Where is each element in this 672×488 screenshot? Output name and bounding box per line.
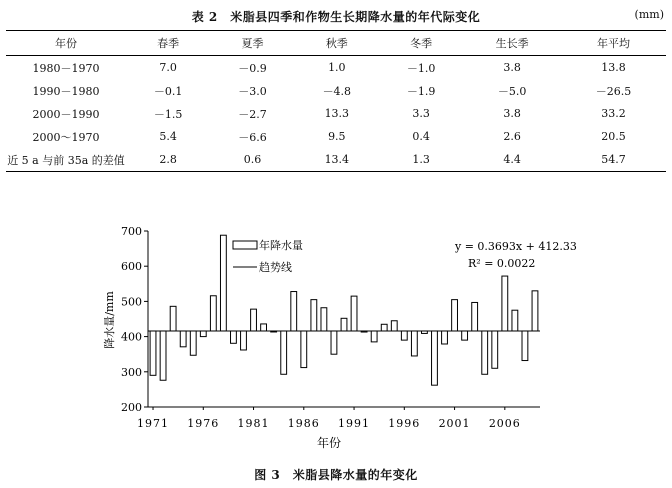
precip-bar <box>281 331 287 374</box>
precip-bar <box>381 324 387 331</box>
precip-bar <box>331 331 337 354</box>
legend-bar-swatch <box>233 241 257 249</box>
precip-bar <box>522 331 528 361</box>
table-cell: 2000～1970 <box>32 130 100 144</box>
precip-bar <box>301 331 307 368</box>
precip-bar <box>231 331 237 343</box>
table-cell: 13.8 <box>601 61 626 74</box>
y-tick-label: 300 <box>121 365 142 379</box>
table-cell: 20.5 <box>601 130 626 143</box>
table-cell: －4.8 <box>322 84 352 98</box>
table-cell: 13.3 <box>324 107 350 120</box>
y-tick-label: 200 <box>121 401 142 414</box>
precip-bar <box>261 324 267 331</box>
table-cell: －0.1 <box>153 84 183 98</box>
y-tick-label: 600 <box>121 260 142 274</box>
precip-bar <box>160 331 166 380</box>
precip-bar <box>532 291 538 331</box>
y-axis-label: 降水量/mm <box>103 291 116 349</box>
y-tick-label: 700 <box>121 225 142 238</box>
table-cell: －5.0 <box>497 84 527 98</box>
table-cell: 近 5 a 与前 35a 的差值 <box>7 153 125 167</box>
precip-bar <box>371 331 377 342</box>
header-growing-season: 生长季 <box>495 37 529 50</box>
precip-bar <box>150 331 156 375</box>
regression-equation: y = 0.3693x + 412.33 <box>455 240 577 253</box>
table-cell: －3.0 <box>238 84 267 98</box>
table-cell: 4.4 <box>503 153 521 166</box>
x-tick-label: 1976 <box>187 417 220 430</box>
legend-bar-label: 年降水量 <box>259 239 303 252</box>
table-cell: －0.9 <box>238 61 267 75</box>
precip-bar <box>512 310 518 331</box>
x-tick-label: 1986 <box>287 417 320 430</box>
table-cell: 2.8 <box>159 153 177 166</box>
table-cell: －1.9 <box>406 84 436 98</box>
header-year: 年份 <box>55 37 77 50</box>
table-cell: －1.0 <box>406 61 436 75</box>
table-unit: (mm) <box>634 8 664 21</box>
precip-bar <box>180 331 186 347</box>
x-tick-label: 2006 <box>488 417 521 430</box>
precip-bar <box>210 296 216 331</box>
precip-bar <box>251 309 257 331</box>
table-cell: －26.5 <box>595 84 632 98</box>
precip-bar <box>462 331 468 340</box>
precip-bar <box>442 331 448 344</box>
legend-trend-label: 趋势线 <box>259 261 292 274</box>
header-autumn: 秋季 <box>325 37 348 50</box>
table-cell: 2000－1990 <box>32 107 100 121</box>
table-cell: 1980－1970 <box>32 61 100 75</box>
table-cell: 3.8 <box>503 107 521 120</box>
precip-bar <box>321 308 327 331</box>
y-tick-label: 500 <box>121 295 142 309</box>
precip-bar <box>492 331 498 368</box>
precip-bar <box>200 331 206 337</box>
table-cell: 1.0 <box>328 61 346 74</box>
precip-bar <box>220 235 226 331</box>
x-tick-label: 1971 <box>137 417 170 430</box>
precip-bar <box>170 306 176 331</box>
table-cell: －2.7 <box>238 107 267 121</box>
x-tick-label: 1981 <box>237 417 270 430</box>
precip-bar <box>311 300 317 331</box>
precip-bar <box>401 331 407 340</box>
y-tick-label: 400 <box>121 330 142 344</box>
header-winter: 冬季 <box>410 37 433 50</box>
precip-bar <box>341 318 347 331</box>
precip-bar <box>472 302 478 331</box>
table-cell: 0.4 <box>412 130 430 143</box>
header-summer: 夏季 <box>241 37 264 50</box>
x-tick-label: 2001 <box>438 417 471 430</box>
table-cell: －1.5 <box>153 107 183 121</box>
precip-bar <box>411 331 417 356</box>
precip-bar <box>432 331 438 385</box>
table-cell: 54.7 <box>601 153 626 166</box>
header-annual-mean: 年平均 <box>596 37 630 50</box>
table-cell: －6.6 <box>238 130 267 144</box>
table-title: 表 2 米脂县四季和作物生长期降水量的年代际变化 <box>191 10 481 24</box>
x-axis-label: 年份 <box>316 436 342 450</box>
x-tick-label: 1996 <box>388 417 421 430</box>
table-cell: 5.4 <box>159 130 177 143</box>
table-cell: 7.0 <box>159 61 177 74</box>
table-cell: 3.8 <box>503 61 521 74</box>
x-tick-label: 1991 <box>338 417 371 430</box>
precip-bar <box>391 321 397 331</box>
precip-bar <box>502 276 508 331</box>
r-squared-label: R² = 0.0022 <box>468 257 536 270</box>
table-cell: 2.6 <box>503 130 521 143</box>
precip-bar <box>482 331 488 374</box>
precip-bar <box>452 300 458 331</box>
table-cell: 1990－1980 <box>32 84 100 98</box>
table-cell: 3.3 <box>412 107 430 120</box>
precip-bar <box>351 296 357 331</box>
precip-bar <box>241 331 247 350</box>
table-cell: 33.2 <box>601 107 626 120</box>
figure-caption: 图 3 米脂县降水量的年变化 <box>254 468 418 482</box>
precip-bar <box>291 292 297 331</box>
table-cell: 13.4 <box>324 153 350 166</box>
table-cell: 1.3 <box>412 153 430 166</box>
table-cell: 9.5 <box>328 130 346 143</box>
precip-bar <box>190 331 196 355</box>
table-cell: 0.6 <box>243 153 262 166</box>
header-spring: 春季 <box>157 37 180 50</box>
